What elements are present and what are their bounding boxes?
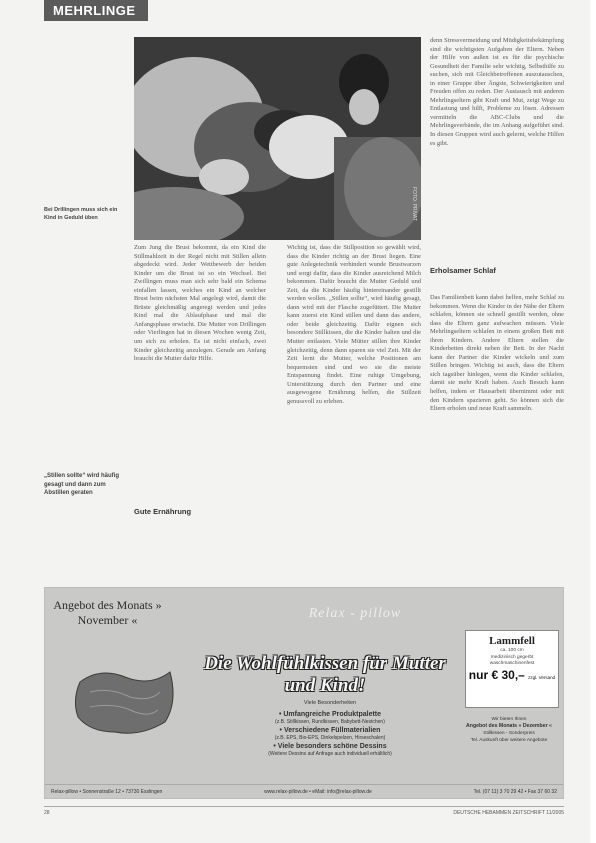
feature-detail: (z.B. Stillkissen, Rundkissen, Babybett-Nestchen) — [275, 719, 385, 725]
offer-line: waschmaschinenfest — [489, 661, 535, 666]
article-column-3 — [430, 294, 564, 584]
ad-right-text — [455, 716, 563, 744]
feature-detail: (z.B. EPS, Bio-EPS, Dinkelspelzen, Hirseschalen) — [274, 735, 386, 741]
offer-title: Lammfell — [489, 635, 535, 647]
page-number: 28 — [44, 810, 50, 816]
article-photo — [134, 37, 421, 240]
page-footer — [44, 806, 564, 816]
ad-address: Relax-pillow • Sonnenstraße 12 • 73730 Esslingen — [51, 789, 163, 795]
journal-name: DEUTSCHE HEBAMMEN ZEITSCHRIFT 11/2005 — [453, 810, 564, 816]
ad-footer — [45, 784, 563, 798]
subhead-erholsamer-schlaf: Erholsamer Schlaf — [430, 266, 496, 275]
section-tab: MEHRLINGE — [44, 0, 148, 21]
pull-quote: „Stillen sollte“ wird häufig gesagt und dann zum Abstillen geraten — [44, 473, 120, 496]
feature-title: • Viele besonders schöne Dessins — [273, 743, 387, 750]
pillow-icon — [70, 662, 180, 742]
ad-line: Angebot des Monats » Dezember « — [466, 723, 552, 729]
ad-brand: Relax - pillow — [308, 606, 402, 621]
ad-features — [235, 710, 425, 758]
ad-web-link[interactable]: www.relax-pillow.de • eMail: info@relax-pillow.de — [264, 789, 372, 795]
ad-offer-title: Angebot des Monats » November « — [53, 598, 162, 627]
paragraph: denn Stressvermeidung und Müdigkeitsbekämpfung sind die wichtigsten Aufgaben der Eltern. Neben der Hilfe von außen ist es für die psychische Gesundheit der Familie sehr wichtig, Selbsthilfe zu suchen, sich mit Gleichbetroffenen auszutauschen, in einer Gruppe über Ängste, Schwierigkeiten und Freuden offen zu reden. Der Austausch mit anderen Mehrlingseltern gibt Kraft und Mut, zeigt Wege zu Entlastung und hilft, Probleme zu lösen. Adressen vermitteln die ABC-Clubs und die Mehrlingsverbände, die im Anhang aufgeführt sind. In diesen Gruppen wird auch gelernt, welche Hilfen es gibt. — [430, 37, 564, 147]
ad-subline: Viele Besonderheiten — [303, 700, 357, 706]
paragraph: Zum Jung die Brust bekommt, da ein Kind die Stillmahlzeit in der Regel nicht mit Stillen allein abgedeckt wird. Jeder Wettbewerb der beiden Kinder um die Brust ist so ein Wechsel. Bei Zwillingen muss man sich sehr bald ein Schema einfallen lassen, welches ein Kind an welcher Brust beim nächsten Mal angelegt wird, damit die Brüste gleichmäßig angeregt werden und jedes Kind mal die Ablaufphase und mal die Anfangsphase erwischt. Die Mutter von Drillingen oder Vierlingen hat in diesen Wochen wenig Zeit, um sich zu erholen. Es ist nicht einfach, zwei Kinder gleichzeitig anzulegen. Gerade am Anfang braucht die Mutter dafür Hilfe. — [134, 244, 266, 363]
subhead-gute-ernaehrung: Gute Ernährung — [134, 507, 192, 516]
ad-line: Stillkissen - Sonderpreis — [483, 731, 535, 736]
photo-credit: FOTO: PRIVAT — [411, 187, 417, 221]
article-column-3-top — [430, 37, 564, 245]
ad-line: Wir bieten Ihnen — [491, 717, 527, 722]
article-column-1 — [134, 244, 266, 586]
feature-detail: (Weitere Dessins auf Anfrage auch individuell erhältlich) — [268, 751, 392, 757]
ad-line: Tel. Auskunft über weitere Angebote — [470, 738, 548, 743]
feature-title: • Verschiedene Füllmaterialien — [279, 727, 381, 734]
offer-price: nur € 30,– zzgl. Versand — [468, 667, 556, 682]
article-column-2 — [287, 244, 421, 584]
paragraph: Wichtig ist, dass die Stillposition so gewählt wird, dass die Kinder richtig an der Brust liegen. Eine gute Anlegetechnik verhindert wunde Brustwarzen und sorgt dafür, dass die Kinder ausreichend Milch bekommen. Dafür braucht die Mutter Geduld und Zeit, da die Kinder häufig hintereinander gestillt werden wollen. „Stillen sollte“, wird häufig gesagt, dann wird mit der Flasche zugefüttert. Die Mutter kann zuerst ein Kind stillen und dann das andere, oder beide gleichzeitig. Dafür eignen sich besondere Stillkissen, die die Kinder halten und die Mutter entlasten. Viele Mütter stillen ihre Kinder gleichzeitig, denn dann sparen sie viel Zeit. Mit der Zeit lernt die Mutter, welche Positionen am bequemsten sind und wo sie die meiste Entspannung findet. Eine ruhige Umgebung, Unterstützung durch den Partner und eine ausgewogene Ernährung helfen, die Stillzeit genussvoll zu erleben. — [287, 244, 421, 405]
lammfell-offer-box — [465, 630, 559, 708]
feature-title: • Umfangreiche Produktpalette — [278, 711, 382, 718]
offer-line: ca. 100 cm — [500, 648, 524, 653]
ad-phone: Tel. (07 11) 3 70 29 42 • Fax 37 60 32 — [473, 789, 557, 795]
photo-caption: Bei Drillingen muss sich ein Kind in Geduld üben — [44, 207, 118, 221]
ad-headline: Die Wohlfühlkissen für Mutter und Kind! — [204, 653, 446, 696]
paragraph: Das Familienbett kann dabei helfen, mehr Schlaf zu bekommen. Wenn die Kinder in der Nähe der Eltern schlafen, können sie schnell gestillt werden, ohne dass die Eltern ganz aufwachen müssen. Viele Mehrlingseltern schlafen in einem großen Bett mit ihren Kindern. Andere Eltern stellen die Kinderbetten direkt neben ihr Bett. In der Nacht kann der Partner die Kinder wickeln und zum Stillen bringen. Wichtig ist auch, dass die Eltern sich tagsüber hinlegen, wenn die Kinder schlafen, damit sie mehr Kraft haben. Auch Besuch kann helfen, indem er Hausarbeit übernimmt oder mit den Kindern spazieren geht. So können sich die Eltern erholen und neue Kraft sammeln. — [430, 294, 564, 413]
photo-illustration — [134, 37, 421, 240]
offer-line: medizinisch gegerbt — [490, 654, 534, 660]
advertisement[interactable] — [44, 587, 564, 799]
